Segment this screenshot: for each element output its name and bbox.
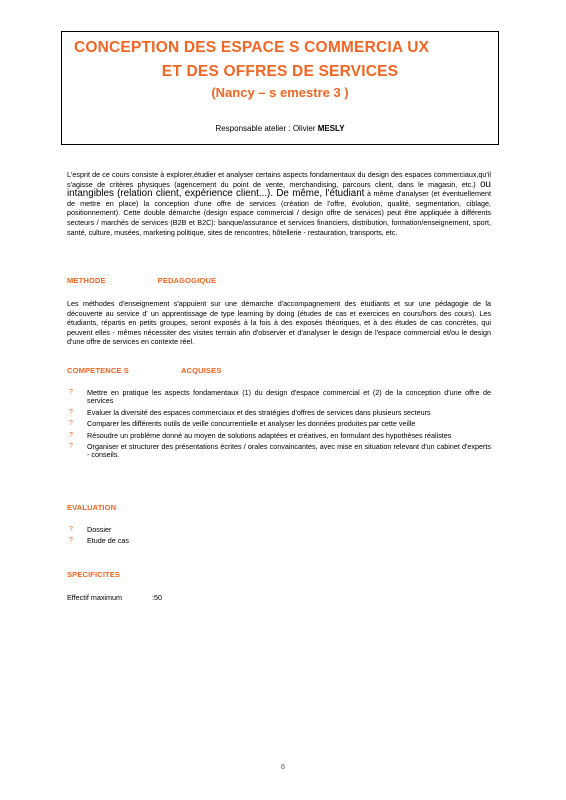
intro-paragraph <box>67 170 491 237</box>
list-item: ? Mettre en pratique les aspects fondamentaux (1) du design d'espace commercial et (2) de la conception d'une offre de services <box>69 388 491 406</box>
question-bullet-icon: ? <box>69 526 73 533</box>
specificites-heading: SPECIFICITES <box>67 570 121 579</box>
intro-text-part2: ou intangibles (relation client, expérience client...). De même, l'étudiant <box>67 178 492 200</box>
list-item: ? Etude de cas <box>69 536 129 546</box>
methode-heading <box>67 276 216 285</box>
methode-heading-part2: PEDAGOGIQUE <box>157 276 217 285</box>
effectif-line <box>67 593 162 602</box>
list-item: ? Résoudre un problème donné au moyen de solutions adaptées et créatives, en formulant des hypothèses réalistes <box>69 430 452 440</box>
page-number: 6 <box>280 762 286 771</box>
competences-heading <box>67 366 221 375</box>
effectif-label: Effectif maximum <box>67 593 122 602</box>
competences-heading-part1: COMPETENCE S <box>67 366 129 375</box>
responsable-name: MESLY <box>317 124 345 133</box>
course-title-line1: CONCEPTION DES ESPACE S COMMERCIA UX <box>74 39 430 56</box>
responsable-label: Responsable atelier : Olivier <box>215 124 316 133</box>
title-box <box>61 31 499 145</box>
question-bullet-icon: ? <box>69 408 73 416</box>
list-item: ? Comparer les différents outils de veille concurrentielle et analyser les données produites par cette veille <box>69 419 416 429</box>
competences-heading-part2: ACQUISES <box>180 366 222 375</box>
intro-text-part3: à même d'analyser (et éventuellement de mettre en place) la conception d'une offre de services (création de l'offre, évolution, qualité, segmentation, ciblage, positionnement). Cette double démarche (design espace commercial / design offre de services) peut être appliquée à différents secteurs / marchés de services (B2B et B2C): banque/assurance et services financiers, distribution, formation/enseignement, sport, santé, culture, musées, marketing politique, sites de rencontres, hôtellerie - restauration, transports, etc. <box>67 189 491 237</box>
responsable-line <box>62 124 498 133</box>
question-bullet-icon: ? <box>69 443 73 451</box>
question-bullet-icon: ? <box>69 389 73 396</box>
question-bullet-icon: ? <box>69 537 73 545</box>
methode-paragraph: Les méthodes d'enseignement s'appuient sur une démarche d'accompagnement des étudiants et sur une pédagogie de la découverte au service d' un apprentissage de type learning by doing (études de cas et exercices en cours/hors des cours). Les étudiants, répartis en petits groupes, seront exposés à la fois à des exposés théoriques, et à des études de cas concrètes, qui peuvent elles - mêmes nécessiter des visites terrain afin d'observer et d'analyser le design de l'espace commercial et/ou le design d'une offre de services en contexte réel. <box>67 299 491 347</box>
question-bullet-icon: ? <box>69 420 73 428</box>
competences-list <box>67 389 491 463</box>
methode-heading-part1: METHODE <box>67 276 106 285</box>
effectif-value: :50 <box>151 593 162 602</box>
course-location-semester: (Nancy – s emestre 3 ) <box>211 85 349 100</box>
evaluation-list <box>67 526 491 549</box>
evaluation-heading: EVALUATION <box>67 503 117 512</box>
question-bullet-icon: ? <box>69 431 73 439</box>
intro-text-part1: L'esprit de ce cours consiste à explorer,étudier et analyser certains aspects fondamentaux du design des espaces commerciaux,qu'il s'agisse de critères physiques (agencement du point de vente, merchandising, parcours client, dans le magasin, etc.) <box>67 170 491 189</box>
list-item: ? Organiser et structurer des présentations écrites / orales convaincantes, avec mise en situation relevant d'un cabinet d'experts - conseils. <box>69 442 491 460</box>
list-item: ? Dossier <box>69 525 112 534</box>
list-item: ? Evaluer la diversité des espaces commerciaux et des stratégies d'offres de services dans plusieurs secteurs <box>69 407 431 417</box>
course-title-line2: ET DES OFFRES DE SERVICES <box>161 63 399 80</box>
